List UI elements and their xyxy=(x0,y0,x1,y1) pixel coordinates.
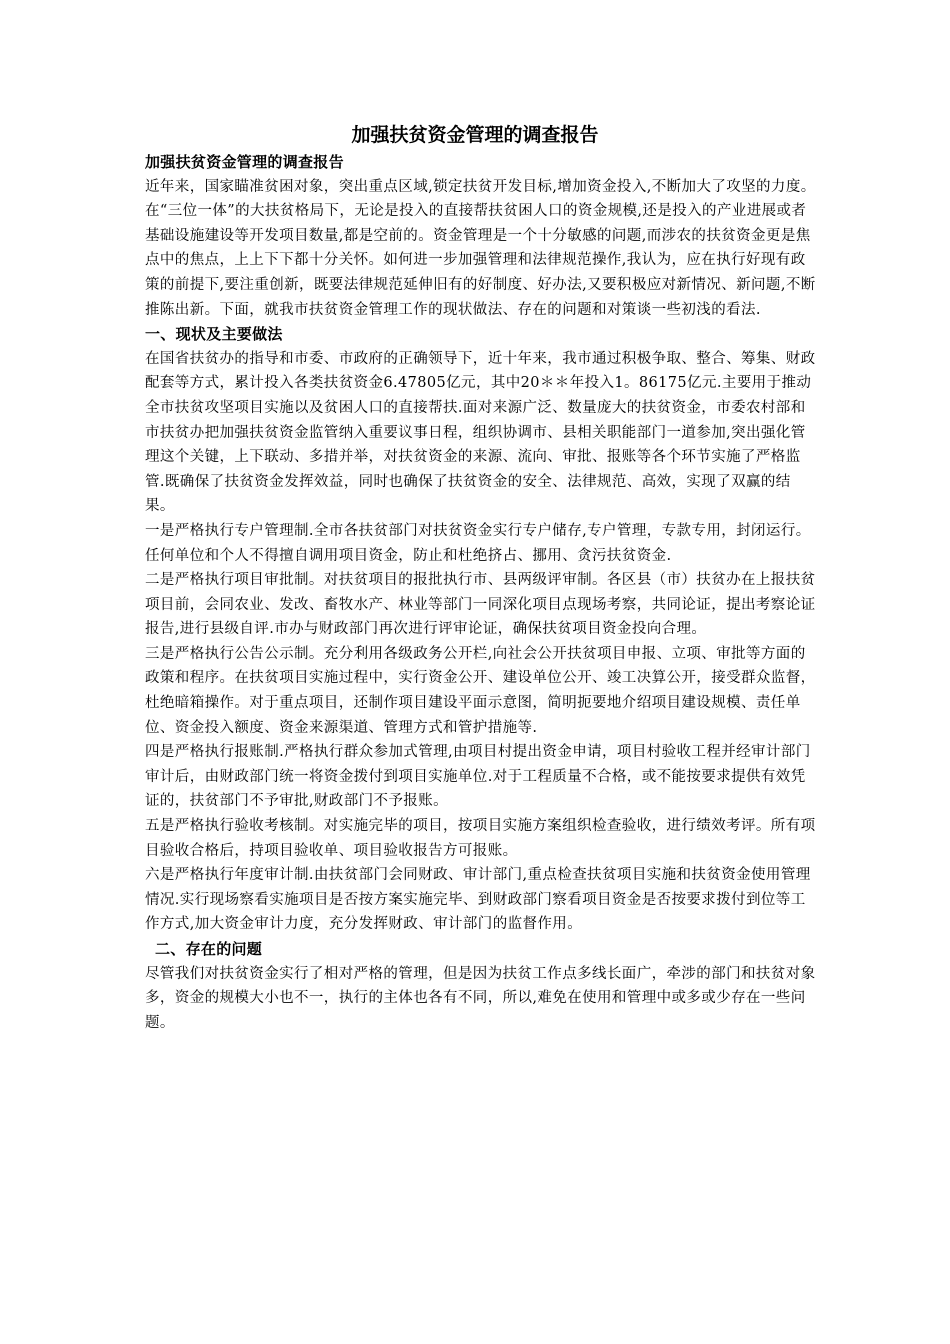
section1-item-3: 三是严格执行公告公示制。充分利用各级政务公开栏,向社会公开扶贫项目申报、立项、审批等方面的政策和程序。在扶贫项目实施过程中，实行资金公开、建设单位公开、竣工决算公开，接受群众监督，杜绝暗箱操作。对于重点项目，还制作项目建设平面示意图，简明扼要地介绍项目建设规模、责任单位、资金投入额度、资金来源渠道、管理方式和管护措施等. xyxy=(145,645,816,736)
section-heading-status: 一、现状及主要做法 xyxy=(145,325,283,344)
document-subtitle: 加强扶贫资金管理的调查报告 xyxy=(145,153,344,171)
intro-paragraph: 近年来，国家瞄准贫困对象，突出重点区域,锁定扶贫开发目标,增加资金投入,不断加大了攻坚的力度。在“三位一体”的大扶贫格局下，无论是投入的直接帮扶贫困人口的资金规模,还是投入的产业进展或者基础设施建设等开发项目数量,都是空前的。资金管理是一个十分敏感的问题,而涉农的扶贫资金更是焦点中的焦点，上上下下都十分关怀。如何进一步加强管理和法律规范操作,我认为，应在执行好现有政策的前提下,要注重创新，既要法律规范延伸旧有的好制度、好办法,又要积极应对新情况、新问题,不断推陈出新。下面，就我市扶贫资金管理工作的现状做法、存在的问题和对策谈一些初浅的看法. xyxy=(145,178,816,318)
section1-item-1: 一是严格执行专户管理制.全市各扶贫部门对扶贫资金实行专户储存,专户管理，专款专用，封闭运行。任何单位和个人不得擅自调用项目资金，防止和杜绝挤占、挪用、贪污扶贫资金. xyxy=(145,522,811,564)
section1-item-5: 五是严格执行验收考核制。对实施完毕的项目，按项目实施方案组织检查验收，进行绩效考评。所有项目验收合格后，持项目验收单、项目验收报告方可报账。 xyxy=(145,818,816,859)
section1-overview-paragraph: 在国省扶贫办的指导和市委、市政府的正确领导下，近十年来，我市通过积极争取、整合、筹集、财政配套等方式，累计投入各类扶贫资金6.47805亿元，其中20＊＊年投入1。86175亿元.主要用于推动全市扶贫攻坚项目实施以及贫困人口的直接帮扶.面对来源广泛、数量庞大的扶贫资金，市委农村部和市扶贫办把加强扶贫资金监管纳入重要议事日程，组织协调市、县相关职能部门一道参加,突出强化管理这个关键，上下联动、多措并举，对扶贫资金的来源、流向、审批、报账等各个环节实施了严格监管.既确保了扶贫资金发挥效益，同时也确保了扶贫资金的安全、法律规范、高效，实现了双赢的结果。 xyxy=(145,350,816,515)
section1-item-2: 二是严格执行项目审批制。对扶贫项目的报批执行市、县两级评审制。各区县（市）扶贫办在上报扶贫项目前，会同农业、发改、畜牧水产、林业等部门一同深化项目点现场考察，共同论证，提出考察论证报告,进行县级自评.市办与财政部门再次进行评审论证，确保扶贫项目资金投向合理。 xyxy=(145,572,816,638)
section-heading-problems: 二、存在的问题 xyxy=(155,940,263,958)
document-title: 加强扶贫资金管理的调查报告 xyxy=(351,124,599,146)
section1-item-6: 六是严格执行年度审计制.由扶贫部门会同财政、审计部门,重点检查扶贫项目实施和扶贫资金使用管理情况.实行现场察看实施项目是否按方案实施完毕、到财政部门察看项目资金是否按要求拨付到位等工作方式,加大资金审计力度，充分发挥财政、审计部门的监督作用。 xyxy=(145,867,811,933)
section1-item-4: 四是严格执行报账制.严格执行群众参加式管理,由项目村提出资金申请，项目村验收工程并经审计部门审计后，由财政部门统一将资金拨付到项目实施单位.对于工程质量不合格，或不能按要求提供有效凭证的，扶贫部门不予审批,财政部门不予报账。 xyxy=(145,744,811,810)
section2-intro-paragraph: 尽管我们对扶贫资金实行了相对严格的管理，但是因为扶贫工作点多线长面广，牵涉的部门和扶贫对象多，资金的规模大小也不一，执行的主体也各有不同，所以,难免在使用和管理中或多或少存在一些问题。 xyxy=(145,965,816,1031)
document-body xyxy=(145,150,820,1035)
